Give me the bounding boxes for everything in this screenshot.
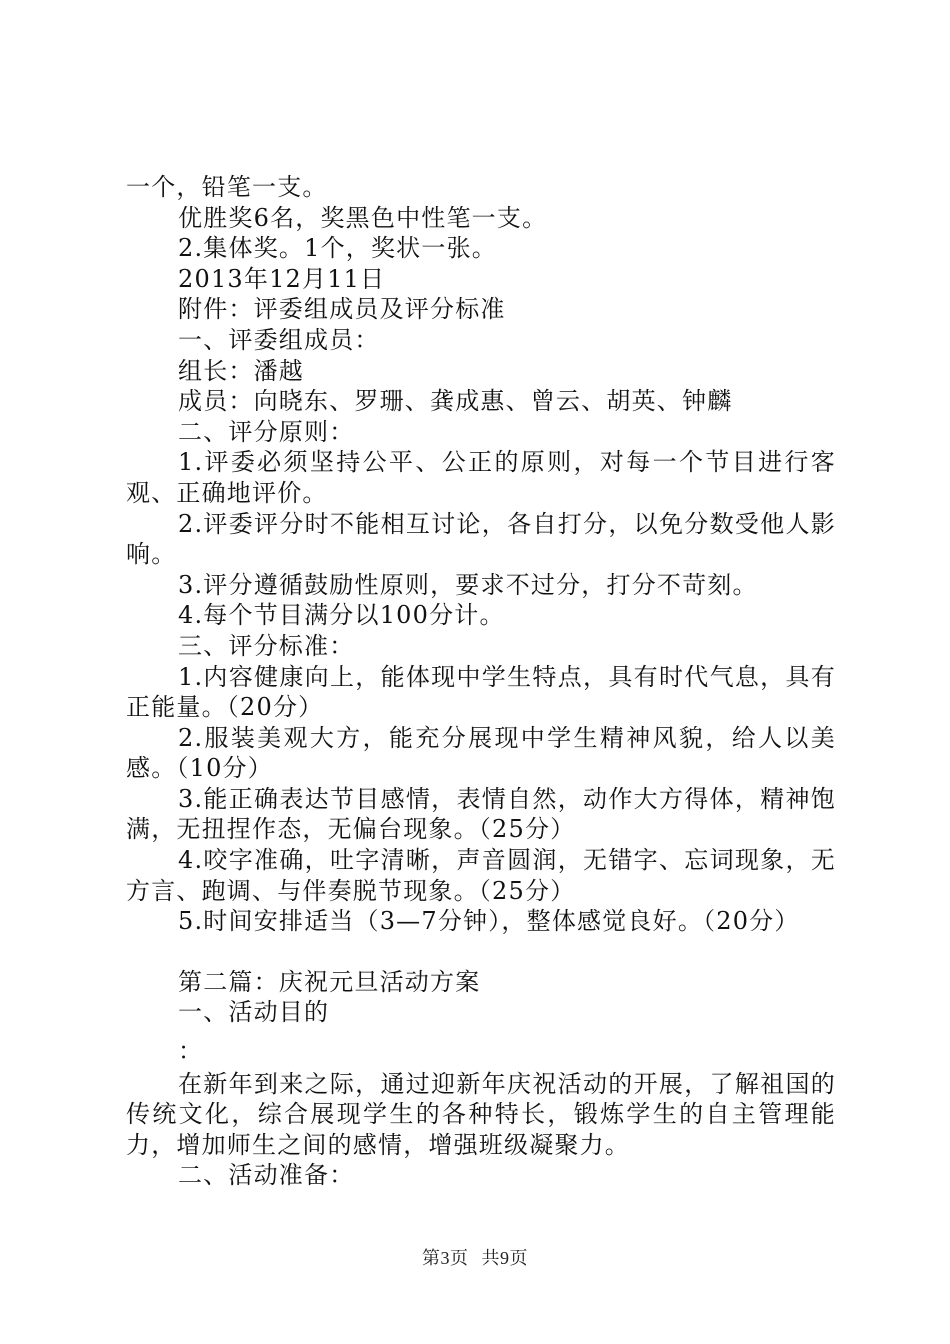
section-heading: 一、活动目的	[178, 998, 330, 1027]
page-footer	[0, 1244, 950, 1270]
text-line: ：	[178, 1037, 204, 1066]
document-body	[126, 172, 836, 1191]
text-line: 3.评分遵循鼓励性原则，要求不过分，打分不苛刻。	[178, 570, 758, 599]
paragraph: 2.服装美观大方，能充分展现中学生精神风貌，给人以美感。（10分）	[126, 723, 836, 783]
paragraph: 4.咬字准确，吐字清晰，声音圆润，无错字、忘词现象，无方言、跑调、与伴奏脱节现象。（25分）	[126, 846, 836, 905]
text-line: 5.时间安排适当（3—7分钟），整体感觉良好。（20分）	[178, 907, 800, 936]
text-line: 一个，铅笔一支。	[126, 173, 328, 201]
section-heading: 二、活动准备：	[178, 1161, 355, 1190]
paragraph: 在新年到来之际，通过迎新年庆祝活动的开展，了解祖国的传统文化，综合展现学生的各种特长，锻炼学生的自主管理能力，增加师生之间的感情，增强班级凝聚力。	[126, 1069, 836, 1159]
page-number: 第3页	[422, 1248, 469, 1268]
paragraph: 2.评委评分时不能相互讨论，各自打分，以免分数受他人影响。	[126, 509, 836, 569]
section-heading: 一、评委组成员：	[178, 325, 380, 354]
page-total: 共9页	[481, 1248, 528, 1268]
text-line: 组长：潘越	[178, 356, 304, 385]
text-line: 附件：评委组成员及评分标准	[178, 295, 506, 324]
text-line: 2.集体奖。1个，奖状一张。	[178, 234, 497, 263]
section-heading: 三、评分标准：	[178, 631, 355, 660]
section-heading: 二、评分原则：	[178, 417, 355, 446]
spacer	[126, 937, 836, 967]
paragraph: 1.评委必须坚持公平、公正的原则，对每一个节目进行客观、正确地评价。	[126, 448, 836, 507]
text-line: 4.每个节目满分以100分计。	[178, 601, 505, 630]
chapter-title: 第二篇：庆祝元旦活动方案	[178, 967, 481, 996]
text-line: 成员：向晓东、罗珊、龚成惠、曾云、胡英、钟麟	[178, 387, 733, 416]
paragraph: 3.能正确表达节目感情，表情自然，动作大方得体，精神饱满，无扭捏作态，无偏台现象。（25分）	[126, 784, 836, 844]
text-line: 优胜奖6名，奖黑色中性笔一支。	[178, 203, 548, 232]
date-line: 2013年12月11日	[178, 264, 386, 293]
paragraph: 1.内容健康向上，能体现中学生特点，具有时代气息，具有正能量。（20分）	[126, 662, 836, 722]
